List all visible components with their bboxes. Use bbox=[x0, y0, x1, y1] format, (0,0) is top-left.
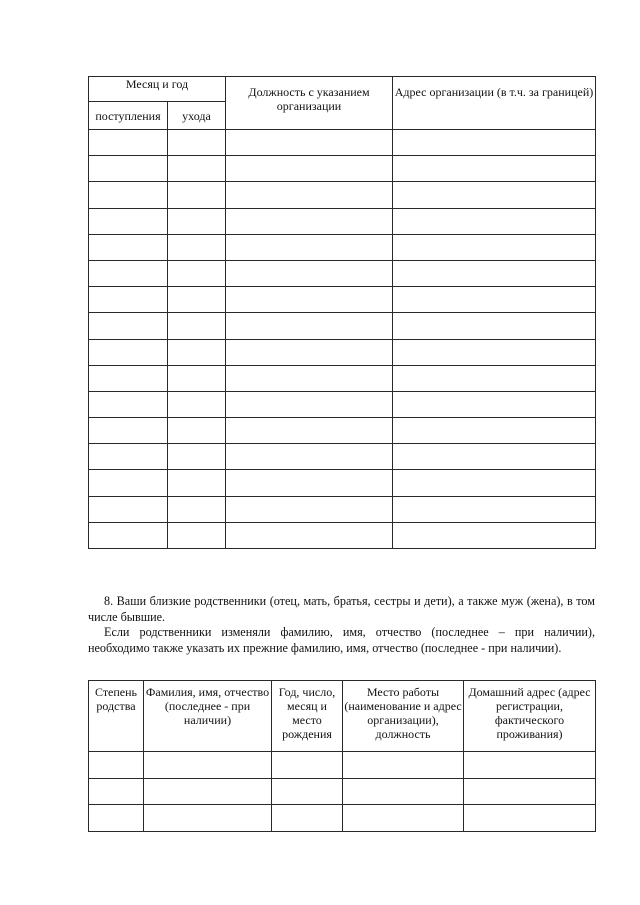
table-cell[interactable] bbox=[226, 496, 393, 522]
table-cell[interactable] bbox=[89, 339, 168, 365]
table-cell[interactable] bbox=[89, 313, 168, 339]
table-cell[interactable] bbox=[226, 287, 393, 313]
table-cell[interactable] bbox=[89, 365, 168, 391]
table-cell[interactable] bbox=[144, 805, 272, 832]
table-cell[interactable] bbox=[89, 496, 168, 522]
table-cell[interactable] bbox=[168, 313, 226, 339]
table-row bbox=[89, 444, 596, 470]
table-cell[interactable] bbox=[89, 260, 168, 286]
table-row bbox=[89, 778, 596, 805]
table-cell[interactable] bbox=[226, 391, 393, 417]
table-cell[interactable] bbox=[393, 391, 596, 417]
table-cell[interactable] bbox=[393, 444, 596, 470]
table-cell[interactable] bbox=[393, 313, 596, 339]
table-cell[interactable] bbox=[393, 234, 596, 260]
header-name: Фамилия, имя, отчество (последнее - при наличии) bbox=[144, 681, 272, 752]
work-history-table bbox=[88, 76, 596, 549]
table-cell[interactable] bbox=[226, 208, 393, 234]
header-degree: Степень родства bbox=[89, 681, 144, 752]
table-cell[interactable] bbox=[89, 805, 144, 832]
table-cell[interactable] bbox=[393, 287, 596, 313]
table-row bbox=[89, 234, 596, 260]
table-cell[interactable] bbox=[226, 365, 393, 391]
table-cell[interactable] bbox=[226, 444, 393, 470]
table-cell[interactable] bbox=[272, 752, 343, 779]
header-departure: ухода bbox=[168, 102, 226, 130]
table-cell[interactable] bbox=[464, 778, 596, 805]
table-cell[interactable] bbox=[89, 444, 168, 470]
table-cell[interactable] bbox=[89, 287, 168, 313]
table-cell[interactable] bbox=[168, 444, 226, 470]
section-8-paragraph: 8. Ваши близкие родственники (отец, мать, братья, сестры и дети), а также муж (жена), в том числе бывшие. bbox=[88, 594, 595, 624]
table-cell[interactable] bbox=[343, 778, 464, 805]
table-cell[interactable] bbox=[89, 391, 168, 417]
table-cell[interactable] bbox=[168, 156, 226, 182]
table-cell[interactable] bbox=[89, 470, 168, 496]
table-cell[interactable] bbox=[168, 391, 226, 417]
table-cell[interactable] bbox=[393, 522, 596, 548]
table-cell[interactable] bbox=[168, 208, 226, 234]
table-row bbox=[89, 130, 596, 156]
table-cell[interactable] bbox=[226, 418, 393, 444]
table-cell[interactable] bbox=[226, 234, 393, 260]
table-row bbox=[89, 496, 596, 522]
table-row bbox=[89, 805, 596, 832]
table-cell[interactable] bbox=[168, 260, 226, 286]
table-cell[interactable] bbox=[168, 339, 226, 365]
table-row bbox=[89, 365, 596, 391]
table-cell[interactable] bbox=[393, 208, 596, 234]
table-cell[interactable] bbox=[168, 470, 226, 496]
header-work: Место работы (наименование и адрес организации), должность bbox=[343, 681, 464, 752]
header-month-year: Месяц и год bbox=[89, 77, 226, 102]
table-cell[interactable] bbox=[393, 130, 596, 156]
table-cell[interactable] bbox=[393, 182, 596, 208]
table-cell[interactable] bbox=[226, 339, 393, 365]
table-cell[interactable] bbox=[89, 208, 168, 234]
table-cell[interactable] bbox=[89, 522, 168, 548]
table-cell[interactable] bbox=[393, 418, 596, 444]
relatives-table bbox=[88, 680, 596, 832]
work-history-body bbox=[89, 130, 596, 549]
table-row bbox=[89, 208, 596, 234]
table-cell[interactable] bbox=[89, 418, 168, 444]
header-admission: поступления bbox=[89, 102, 168, 130]
table-cell[interactable] bbox=[89, 778, 144, 805]
header-position: Должность с указанием организации bbox=[226, 77, 393, 130]
section-8-note: Если родственники изменяли фамилию, имя, отчество (последнее – при наличии), необходимо также указать их прежние фамилию, имя, отчество (последнее - при наличии). bbox=[88, 625, 595, 655]
header-birth: Год, число, месяц и место рождения bbox=[272, 681, 343, 752]
table-row bbox=[89, 182, 596, 208]
table-cell[interactable] bbox=[226, 182, 393, 208]
table-cell[interactable] bbox=[144, 752, 272, 779]
table-cell[interactable] bbox=[168, 234, 226, 260]
table-cell[interactable] bbox=[144, 778, 272, 805]
table-row bbox=[89, 339, 596, 365]
table-cell[interactable] bbox=[168, 496, 226, 522]
table-cell[interactable] bbox=[393, 365, 596, 391]
table-cell[interactable] bbox=[89, 234, 168, 260]
table-cell[interactable] bbox=[168, 418, 226, 444]
table-row bbox=[89, 522, 596, 548]
table-cell[interactable] bbox=[226, 313, 393, 339]
table-cell[interactable] bbox=[343, 752, 464, 779]
table-cell[interactable] bbox=[393, 339, 596, 365]
table-cell[interactable] bbox=[226, 522, 393, 548]
table-cell[interactable] bbox=[272, 778, 343, 805]
table-cell[interactable] bbox=[226, 156, 393, 182]
table-cell[interactable] bbox=[226, 260, 393, 286]
table-cell[interactable] bbox=[464, 752, 596, 779]
table-cell[interactable] bbox=[393, 496, 596, 522]
table-cell[interactable] bbox=[343, 805, 464, 832]
table-cell[interactable] bbox=[226, 470, 393, 496]
header-home: Домашний адрес (адрес регистрации, фактического проживания) bbox=[464, 681, 596, 752]
table-cell[interactable] bbox=[89, 752, 144, 779]
table-row bbox=[89, 287, 596, 313]
table-cell[interactable] bbox=[393, 260, 596, 286]
table-cell[interactable] bbox=[272, 805, 343, 832]
table-row bbox=[89, 470, 596, 496]
table-cell[interactable] bbox=[168, 182, 226, 208]
table-cell[interactable] bbox=[393, 470, 596, 496]
relatives-body bbox=[89, 752, 596, 832]
table-cell[interactable] bbox=[89, 182, 168, 208]
table-row bbox=[89, 752, 596, 779]
table-row bbox=[89, 156, 596, 182]
table-cell[interactable] bbox=[89, 156, 168, 182]
table-cell[interactable] bbox=[168, 130, 226, 156]
table-cell[interactable] bbox=[168, 287, 226, 313]
table-cell[interactable] bbox=[89, 130, 168, 156]
table-row bbox=[89, 391, 596, 417]
table-cell[interactable] bbox=[464, 805, 596, 832]
table-row bbox=[89, 418, 596, 444]
header-address: Адрес организации (в т.ч. за границей) bbox=[393, 77, 596, 130]
table-cell[interactable] bbox=[393, 156, 596, 182]
table-cell[interactable] bbox=[168, 365, 226, 391]
table-cell[interactable] bbox=[226, 130, 393, 156]
table-row bbox=[89, 260, 596, 286]
table-row bbox=[89, 313, 596, 339]
table-cell[interactable] bbox=[168, 522, 226, 548]
